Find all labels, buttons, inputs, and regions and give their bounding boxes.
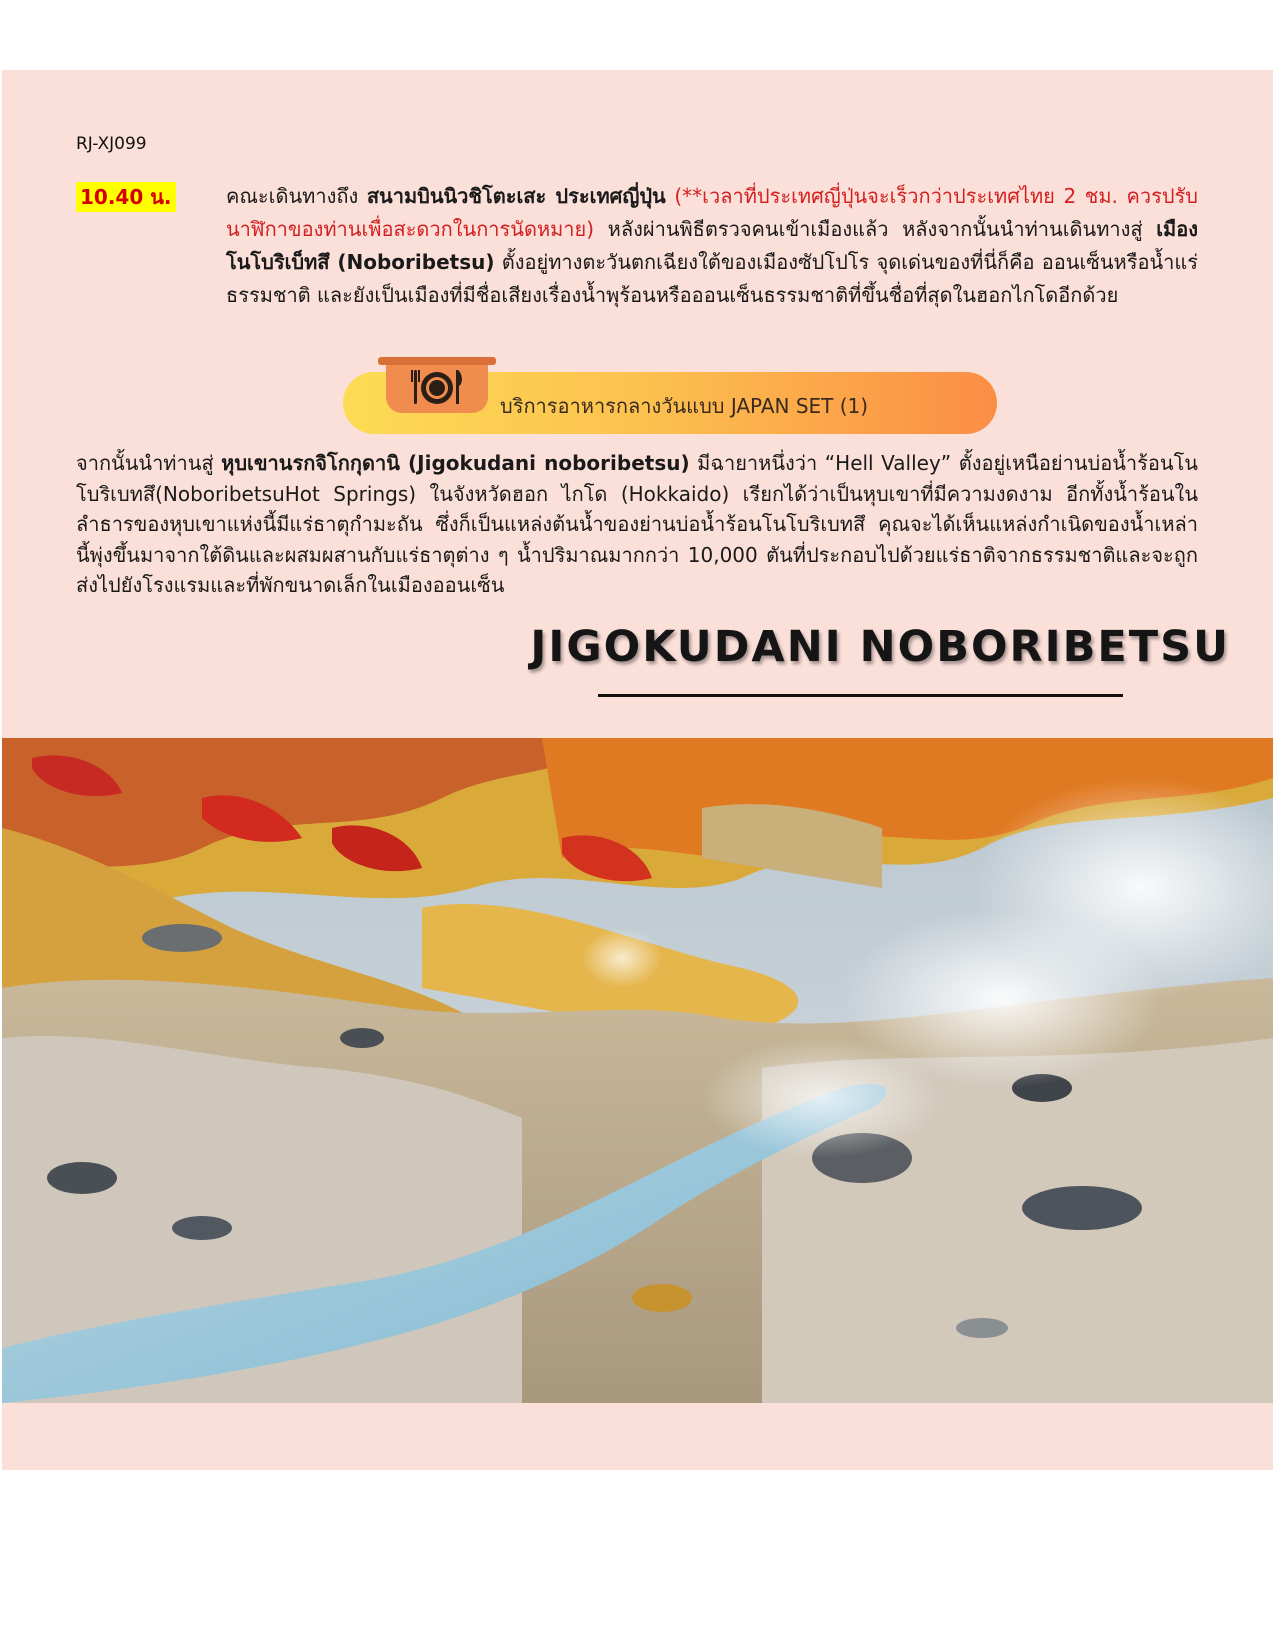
para1-text-3: ตั้งอยู่ทางตะวันตกเฉียงใต้ของเมืองซัปโปโร จุดเด่นของที่นี่ก็คือ ออนเซ็นหรือน้ำแร่ธรรมชาติ และยังเป็นเมืองที่มีชื่อเสียงเรื่องน้ำพุร้อนหรือออนเซ็นธรรมชาติที่ขึ้นชื่อที่สุดในฮอกไกโดอีกด้วย (226, 250, 1198, 307)
para2-text-2: มีฉายาหนึ่งว่า “Hell Valley” ตั้งอยู่เหนือย่านบ่อน้ำร้อนโนโบริเบทสึ(NoboribetsuHot Springs) ในจังหวัดฮอก ไกโด (Hokkaido) เรียกได้ว่าเป็นหุบเขาที่มีความงดงาม อีกทั้งน้ำร้อนในลำธารของหุบเขาแห่งนี้มีแร่ธาตุกำมะถัน ซึ่งก็เป็นแหล่งต้นน้ำของย่านบ่อน้ำร้อนโนโบริเบทสึ คุณจะได้เห็นแหล่งกำเนิดของน้ำเหล่านี้พุ่งขึ้นมาจากใต้ดินและผสมผสานกับแร่ธาตุต่าง ๆ น้ำปริมาณมากกว่า 10,000 ตันที่ประกอบไปด้วยแร่ธาติจากธรรมชาติและจะถูกส่งไปยังโรงแรมและที่พักขนาดเล็กในเมืองออนเซ็น (76, 451, 1198, 597)
airport-name: สนามบินนิวชิโตะเสะ ประเทศญี่ปุ่น (366, 184, 666, 208)
valley-illustration (2, 738, 1273, 1403)
time-badge: 10.40 น. (76, 182, 176, 212)
tour-code: RJ-XJ099 (76, 134, 147, 154)
timezone-note: (**เวลาที่ประเทศญี่ปุ่นจะเร็วกว่าประเทศไทย 2 ชม. ควรปรับนาฬิกาของท่านเพื่อสะดวกในการนัดหมาย) (226, 184, 1198, 241)
para2-text-1: จากนั้นนำท่านสู่ (76, 451, 222, 475)
meal-label: บริการอาหารกลางวันแบบ JAPAN SET (1) (500, 394, 869, 418)
city-name: เมืองโนโบริเบ็ทสึ (Noboribetsu) (226, 217, 1198, 274)
valley-name: หุบเขานรกจิโกกุดานิ (Jigokudani noboribetsu) (221, 451, 690, 475)
headline-underline (598, 694, 1123, 697)
headline: JIGOKUDANI NOBORIBETSU (530, 622, 1230, 672)
plate-cutlery-icon (408, 364, 466, 408)
para1-text-1: คณะเดินทางถึง (226, 184, 367, 208)
arrival-paragraph (226, 180, 1198, 312)
jigokudani-paragraph (76, 448, 1198, 601)
para1-text-2: หลังผ่านพิธีตรวจคนเข้าเมืองแล้ว หลังจากนั้นนำท่านเดินทางสู่ (594, 217, 1157, 241)
valley-photo (2, 738, 1273, 1403)
